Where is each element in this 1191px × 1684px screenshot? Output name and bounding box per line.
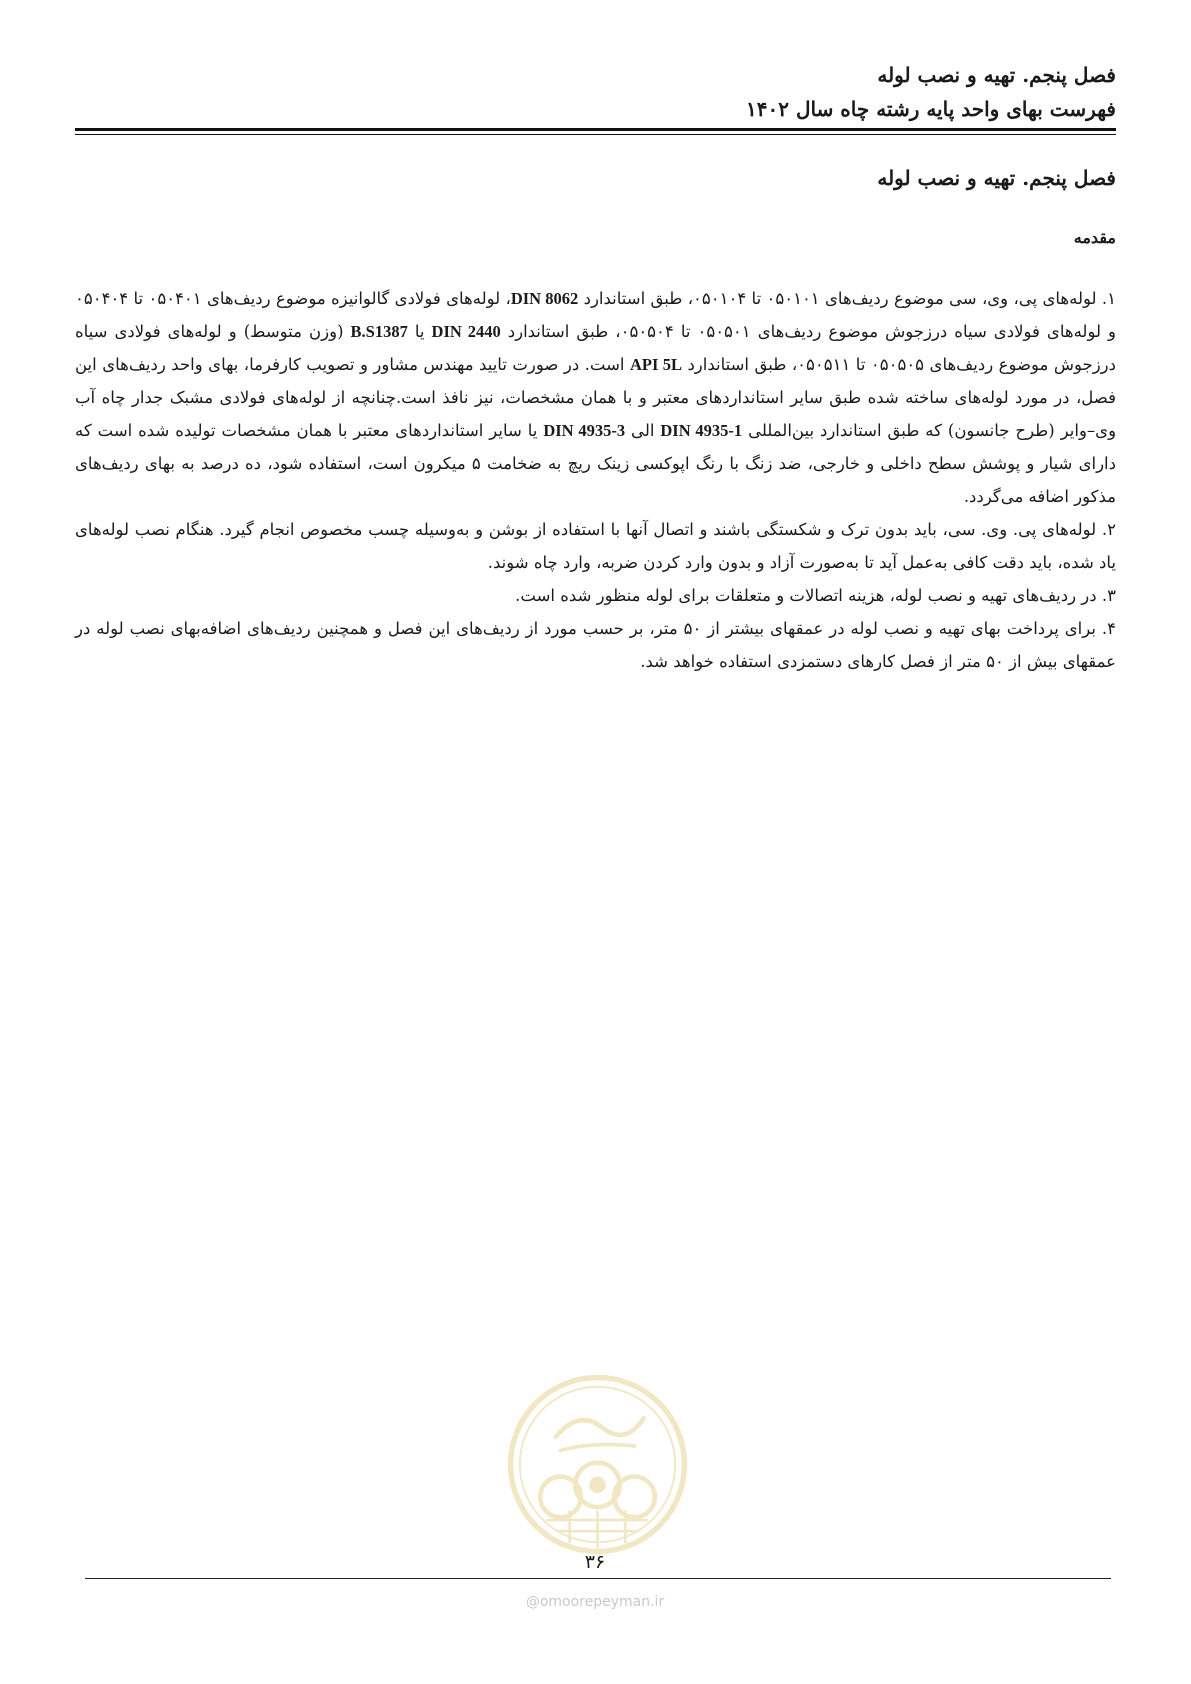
header-chapter-line: فصل پنجم. تهیه و نصب لوله (877, 63, 1116, 87)
footer-rule (85, 1578, 1111, 1579)
watermark-website: @omoorepeyman.ir (525, 1594, 665, 1610)
paragraph-2: ۲. لوله‌های پی. وی. سی، باید بدون ترک و شکستگی باشند و اتصال آنها با استفاده از بوشن و به‌وسیله چسب مخصوص انجام گیرد. هنگام نصب لوله‌های یاد شده، باید دقت کافی به‌عمل آید تا به‌صورت آزاد و بدون وارد کردن ضربه، وارد چاه شوند. (75, 520, 1116, 572)
standard-bs1387: B.S1387 (350, 322, 408, 341)
paragraph-1-text-7: یا سایر استانداردهای معتبر با همان مشخصات تولیده شده است که دارای شیار و پوشش سطح داخلی و خارجی، ضد زنگ با رنگ اپوکسی زینک ریچ به ضخامت ۵ میکرون است، استفاده شود، ده درصد به بهای ردیف‌های مذکور اضافه می‌گردد. (75, 421, 1116, 506)
header-rule-thin (75, 134, 1116, 135)
standard-api-5l: API 5L (629, 355, 682, 374)
header-rule-thick (75, 128, 1116, 131)
standard-din-4935-3: DIN 4935-3 (543, 421, 626, 440)
paragraph-1-text-2: ، لوله‌های فولادی گالوانیزه موضوع ردیف‌های ۰۵۰۴۰۱ تا ۰۵۰۴۰۴ و لوله‌های فولادی سیاه درزجوش موضوع ردیف‌های ۰۵۰۵۰۱ تا ۰۵۰۵۰۴، طبق استاندارد (75, 289, 1116, 341)
standard-din-8062: DIN 8062 (510, 289, 579, 308)
paragraph-1-text-1: ۱. لوله‌های پی، وی، سی موضوع ردیف‌های ۰۵۰۱۰۱ تا ۰۵۰۱۰۴، طبق استاندارد (578, 289, 1116, 308)
paragraph-1-text-4: (وزن متوسط) و لوله‌های فولادی سیاه درزجوش موضوع ردیف‌های ۰۵۰۵۰۵ تا ۰۵۰۵۱۱، طبق استاندارد (75, 322, 1116, 374)
watermark-logo (505, 1372, 690, 1557)
running-header (75, 58, 1116, 126)
paragraph-1-text-5: است. در صورت تایید مهندس مشاور و تصویب کارفرما، بهای واحد ردیف‌های این فصل، در مورد لوله‌های ساخته شده طبق سایر استانداردهای معتبر و با همان مشخصات، نیز نافذ است.چنانچه از لوله‌های فولادی مشبک جدار چاه آب وی–وایر (طرح جانسون) که طبق استاندارد بین‌المللی (75, 355, 1117, 440)
body-text (75, 282, 1116, 678)
header-document-line: فهرست بهای واحد پایه رشته چاه سال ۱۴۰۲ (746, 97, 1116, 121)
chapter-title: فصل پنجم. تهیه و نصب لوله (877, 166, 1116, 190)
paragraph-4: ۴. برای پرداخت بهای تهیه و نصب لوله در عمقهای بیشتر از ۵۰ متر، بر حسب مورد از ردیف‌های این فصل و همچنین ردیف‌های اضافه‌بهای نصب لوله در عمقهای بیش از ۵۰ متر از فصل کارهای دستمزدی استفاده خواهد شد. (75, 619, 1116, 671)
standard-din-4935-1: DIN 4935-1 (660, 421, 743, 440)
paragraph-3: ۳. در ردیف‌های تهیه و نصب لوله، هزینه اتصالات و متعلقات برای لوله منظور شده است. (515, 586, 1116, 605)
page-number: ۳۶ (584, 1551, 606, 1573)
section-heading-introduction: مقدمه (1073, 228, 1116, 247)
paragraph-1 (75, 282, 1116, 513)
standard-din-2440: DIN 2440 (431, 322, 501, 341)
paragraph-1-text-6: الی (625, 421, 661, 440)
paragraph-1-text-3: یا (407, 322, 432, 341)
